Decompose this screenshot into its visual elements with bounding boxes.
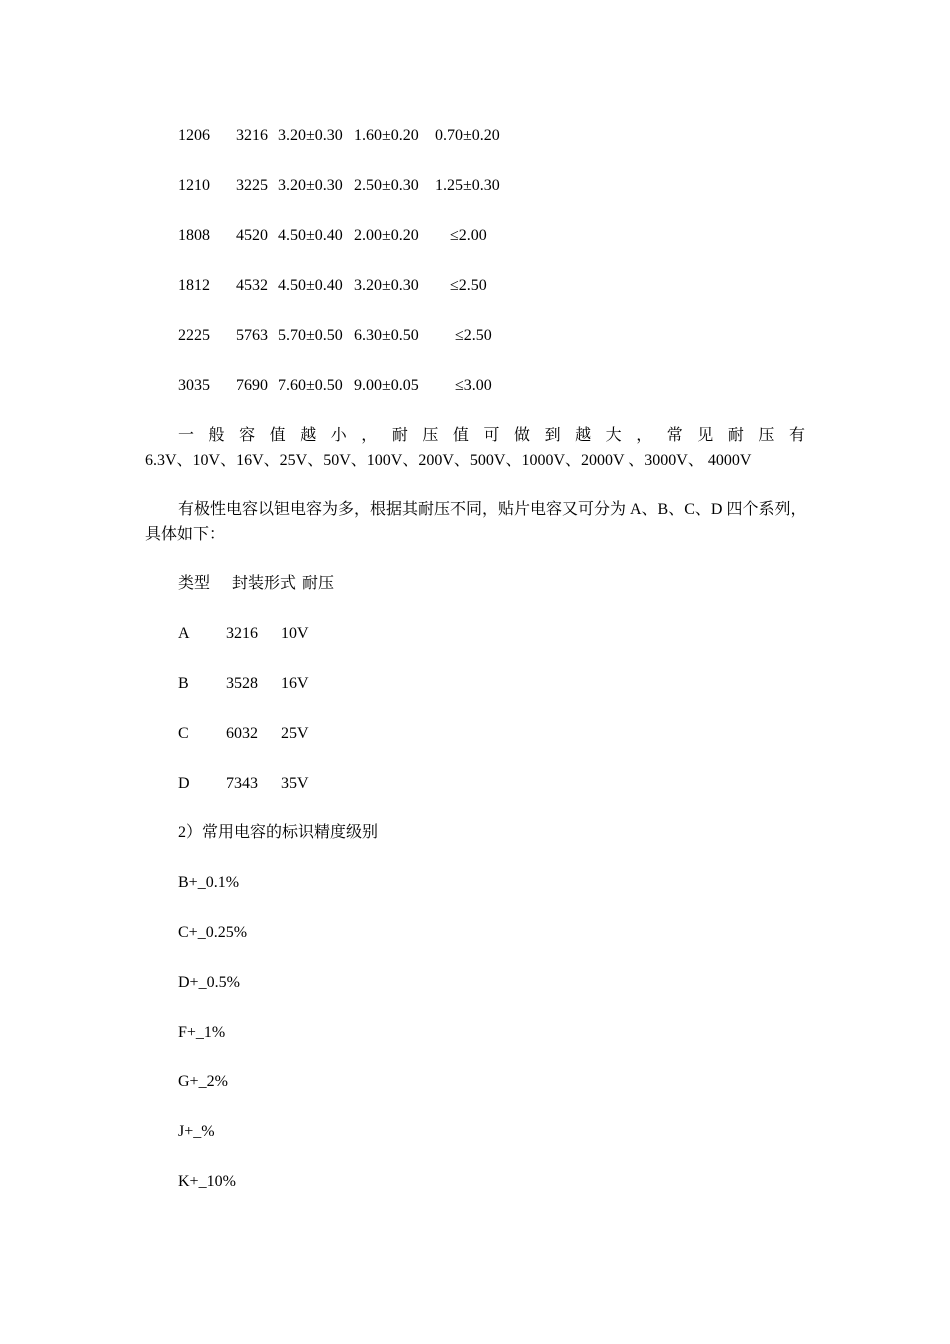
- series-type: D: [178, 775, 190, 792]
- voltage-char: 做: [514, 427, 531, 444]
- size-eia-code: 1206: [178, 127, 210, 144]
- series-package: 6032: [226, 725, 258, 742]
- voltage-char: 容: [239, 427, 256, 444]
- series-voltage: 10V: [281, 625, 309, 642]
- voltage-char: 可: [483, 427, 500, 444]
- size-width: 2.50±0.30: [354, 177, 419, 194]
- size-eia-code: 2225: [178, 327, 210, 344]
- size-thickness: ≤2.50: [450, 277, 487, 294]
- size-eia-code: 1808: [178, 227, 210, 244]
- voltage-char: 大: [605, 427, 622, 444]
- voltage-char: 一: [178, 427, 195, 444]
- voltage-char: 到: [544, 427, 561, 444]
- size-metric-code: 5763: [236, 327, 268, 344]
- polar-paragraph-line-1: 有极性电容以钽电容为多，根据其耐压不同，贴片电容又可分为 A、B、C、D 四个系列，: [178, 501, 807, 518]
- precision-item: K+_10%: [178, 1173, 236, 1190]
- voltage-char: 耐: [727, 427, 744, 444]
- size-metric-code: 7690: [236, 377, 268, 394]
- voltage-paragraph: [145, 423, 805, 473]
- size-thickness: ≤3.00: [455, 377, 492, 394]
- voltage-char: 有: [788, 427, 805, 444]
- size-metric-code: 3216: [236, 127, 268, 144]
- voltage-char: 常: [666, 427, 683, 444]
- size-length: 7.60±0.50: [278, 377, 343, 394]
- precision-heading: 2）常用电容的标识精度级别: [178, 824, 379, 841]
- size-metric-code: 4520: [236, 227, 268, 244]
- series-voltage: 16V: [281, 675, 309, 692]
- precision-item: B+_0.1%: [178, 874, 240, 891]
- voltage-char: 值: [452, 427, 469, 444]
- size-width: 9.00±0.05: [354, 377, 419, 394]
- voltage-char: 越: [575, 427, 592, 444]
- series-voltage: 35V: [281, 775, 309, 792]
- size-width: 6.30±0.50: [354, 327, 419, 344]
- voltage-paragraph-line-2: 6.3V、10V、16V、25V、50V、100V、200V、500V、1000V、2000V 、3000V、 4000V: [145, 452, 752, 469]
- size-length: 5.70±0.50: [278, 327, 343, 344]
- polar-paragraph: [145, 497, 805, 547]
- size-length: 4.50±0.40: [278, 277, 343, 294]
- series-type: A: [178, 625, 190, 642]
- series-type: C: [178, 725, 189, 742]
- voltage-char: 越: [300, 427, 317, 444]
- voltage-char: 见: [697, 427, 714, 444]
- precision-item: F+_1%: [178, 1024, 226, 1041]
- size-width: 3.20±0.30: [354, 277, 419, 294]
- size-thickness: 1.25±0.30: [435, 177, 500, 194]
- voltage-char: 压: [758, 427, 775, 444]
- size-width: 2.00±0.20: [354, 227, 419, 244]
- size-width: 1.60±0.20: [354, 127, 419, 144]
- size-length: 3.20±0.30: [278, 127, 343, 144]
- voltage-char: 耐: [391, 427, 408, 444]
- size-thickness: ≤2.00: [450, 227, 487, 244]
- size-metric-code: 3225: [236, 177, 268, 194]
- polar-paragraph-line-2: 具体如下：: [145, 526, 226, 543]
- series-header-type: 类型: [178, 575, 211, 592]
- voltage-char: 压: [422, 427, 439, 444]
- series-header-package: 封装形式: [232, 575, 297, 592]
- size-eia-code: 1210: [178, 177, 210, 194]
- precision-item: C+_0.25%: [178, 924, 248, 941]
- size-eia-code: 3035: [178, 377, 210, 394]
- size-eia-code: 1812: [178, 277, 210, 294]
- size-metric-code: 4532: [236, 277, 268, 294]
- size-length: 4.50±0.40: [278, 227, 343, 244]
- series-package: 3528: [226, 675, 258, 692]
- series-type: B: [178, 675, 189, 692]
- voltage-char: 值: [269, 427, 286, 444]
- voltage-char: 般: [208, 427, 225, 444]
- voltage-paragraph-line-1: [145, 423, 805, 448]
- precision-item: D+_0.5%: [178, 974, 240, 991]
- series-header-voltage: 耐压: [302, 575, 335, 592]
- size-length: 3.20±0.30: [278, 177, 343, 194]
- series-voltage: 25V: [281, 725, 309, 742]
- voltage-char: ，: [636, 427, 653, 444]
- voltage-char: 小: [330, 427, 347, 444]
- series-package: 3216: [226, 625, 258, 642]
- precision-item: J+_%: [178, 1123, 215, 1140]
- series-package: 7343: [226, 775, 258, 792]
- precision-item: G+_2%: [178, 1073, 228, 1090]
- size-thickness: ≤2.50: [455, 327, 492, 344]
- voltage-char: ，: [361, 427, 378, 444]
- size-thickness: 0.70±0.20: [435, 127, 500, 144]
